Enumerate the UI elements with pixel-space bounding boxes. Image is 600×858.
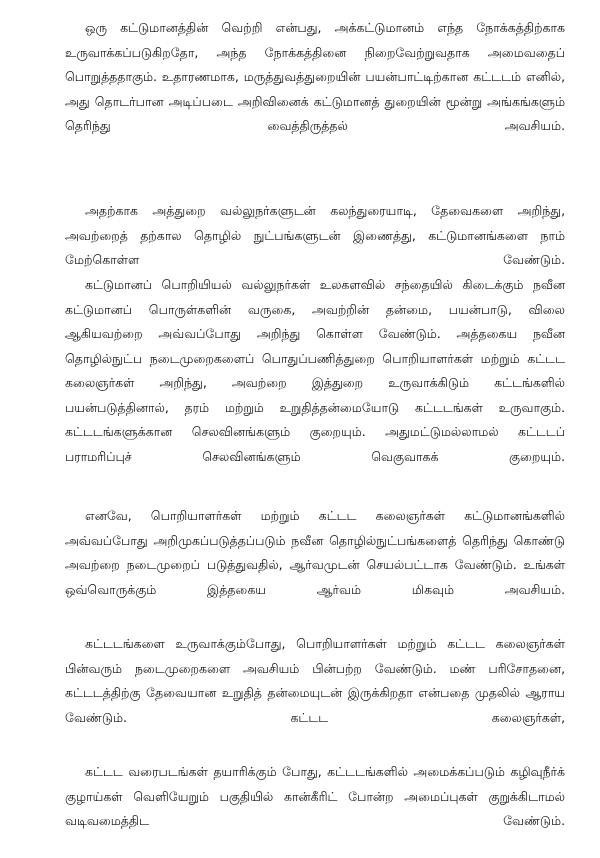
paragraph-5: கட்டடங்களை உருவாக்கும்போது, பொறியாளர்கள் மற்றும் கட்டட கலைஞர்கள் பின்வரும் நடைமுறைகளை அவசியம் பின்பற்ற வேண்டும். மண் பரிசோதனை, கட்டடத்திற்கு தேவையான உறுதித் தன்மையுடன் இருக்கிறதா என்பதை முதலில் ஆராய வேண்டும். கட்டட கலைஞர்கள், (65, 636, 565, 725)
paragraph-3: கட்டுமானப் பொறியியல் வல்லுநர்கள் உலகளவில் சந்தையில் கிடைக்கும் நவீன கட்டுமானப் பொருள்களின் வருகை, அவற்றின் தன்மை, பயன்பாடு, விலை ஆகியவற்றை அவ்வப்போது அறிந்து கொள்ள வேண்டும். அத்தகைய நவீன தொழில்நுட்ப நடைமுறைகளைப் பொதுப்பணித்துறை பொறியாளர்கள் மற்றும் கட்டட கலைஞர்கள் அறிந்து, அவற்றை இத்துறை உருவாக்கிடும் கட்டங்களில் பயன்படுத்தினால், தரம் மற்றும் உறுதித்தன்மையோடு கட்டடங்கள் உருவாகும். கட்டடங்களுக்கான செலவினங்களும் குறையும். அதுமட்டுமல்லாமல் கட்டடப் பராமரிப்புச் செலவினங்களும் வெகுவாகக் குறையும். (65, 277, 565, 464)
paragraph-6: கட்டட வரைபடங்கள் தயாரிக்கும் போது, கட்டடங்களில் அமைக்கப்படும் கழிவுநீர்க் குழாய்கள் வெளியேறும் பகுதியில் கான்கீரிட் போன்ற அமைப்புகள் குறுக்கிடாமல் வடிவமைத்திட வேண்டும். (65, 764, 565, 828)
paragraph-1: ஒரு கட்டுமானத்தின் வெற்றி என்பது, அக்கட்டுமானம் எந்த நோக்கத்திற்காக உருவாக்கப்படுகிறதோ, அந்த நோக்கத்தினை நிறைவேற்றுவதாக அமைவதைப் பொறுத்ததாகும். உதாரணமாக, மருத்துவத்துறையின் பயன்பாட்டிற்கான கட்டடம் எனில், அது தொடர்பான அடிப்படை அறிவினைக் கட்டுமானத் துறையின் மூன்று அங்கங்களும் தெரிந்து வைத்திருத்தல் அவசியம். (65, 20, 565, 133)
paragraph-4: எனவே, பொறியாளர்கள் மற்றும் கட்டட கலைஞர்கள் கட்டுமானங்களில் அவ்வப்போது அறிமுகப்படுத்தப்படும் நவீன தொழில்நுட்பங்களைத் தெரிந்து கொண்டு அவற்றை நடைமுறைப் படுத்துவதில், ஆர்வமுடன் செயல்பட்டாக வேண்டும். உங்கள் ஒவ்வொருக்கும் இத்தகைய ஆர்வம் மிகவும் அவசியம். (65, 508, 565, 597)
paragraph-2: அதற்காக அத்துறை வல்லுநர்களுடன் கலந்துரையாடி, தேவைகளை அறிந்து, அவற்றைத் தற்கால தொழில் நுட்பங்களுடன் இணைத்து, கட்டுமானங்களை நாம் மேற்கொள்ள வேண்டும். (65, 203, 565, 267)
